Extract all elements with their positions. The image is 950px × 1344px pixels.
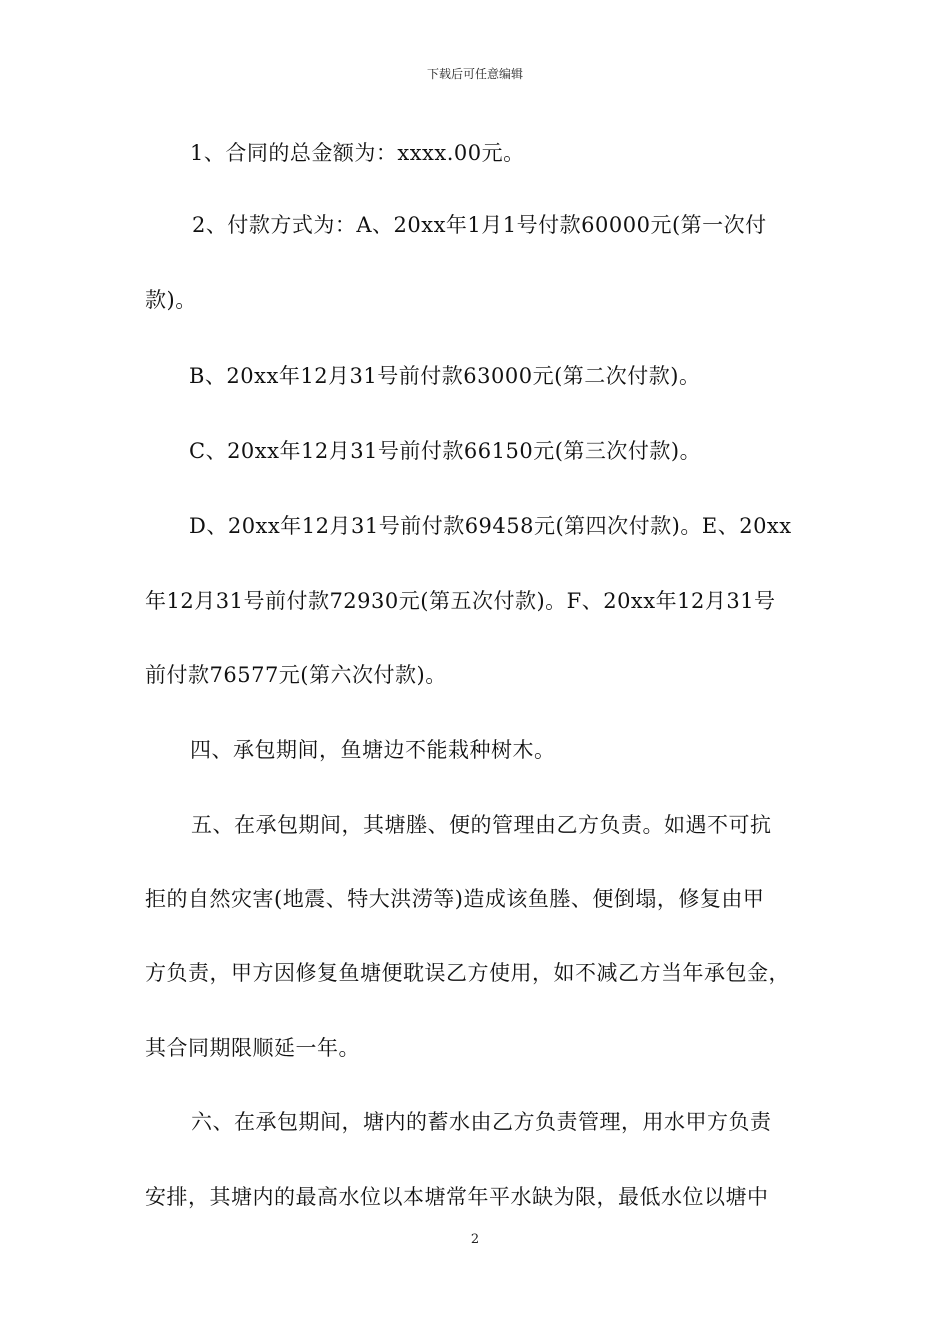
text-line: 方负责，甲方因修复鱼塘便耽误乙方使用，如不减乙方当年承包金，	[145, 961, 790, 985]
text-line: 2、付款方式为：A、20xx年1月1号付款60000元(第一次付	[192, 213, 767, 237]
text-line: 1、合同的总金额为：xxxx.00元。	[190, 141, 525, 165]
text-line: 其合同期限顺延一年。	[145, 1036, 360, 1060]
text-line: 安排，其塘内的最高水位以本塘常年平水缺为限，最低水位以塘中	[145, 1185, 769, 1209]
text-line: D、20xx年12月31号前付款69458元(第四次付款)。E、20xx	[189, 514, 792, 538]
text-line: 五、在承包期间，其塘塍、便的管理由乙方负责。如遇不可抗	[191, 813, 772, 837]
text-line: 四、承包期间，鱼塘边不能栽种树木。	[190, 738, 556, 762]
page-number: 2	[470, 1232, 480, 1247]
text-line: 款)。	[145, 288, 197, 312]
text-line: 六、在承包期间，塘内的蓄水由乙方负责管理，用水甲方负责	[191, 1110, 772, 1134]
text-line: 年12月31号前付款72930元(第五次付款)。F、20xx年12月31号	[145, 589, 776, 613]
text-line: C、20xx年12月31号前付款66150元(第三次付款)。	[189, 439, 702, 463]
text-line: 拒的自然灾害(地震、特大洪涝等)造成该鱼塍、便倒塌，修复由甲	[145, 887, 765, 911]
text-line: B、20xx年12月31号前付款63000元(第二次付款)。	[189, 364, 701, 388]
text-line: 前付款76577元(第六次付款)。	[145, 663, 447, 687]
page-header: 下载后可任意编辑	[426, 67, 523, 81]
